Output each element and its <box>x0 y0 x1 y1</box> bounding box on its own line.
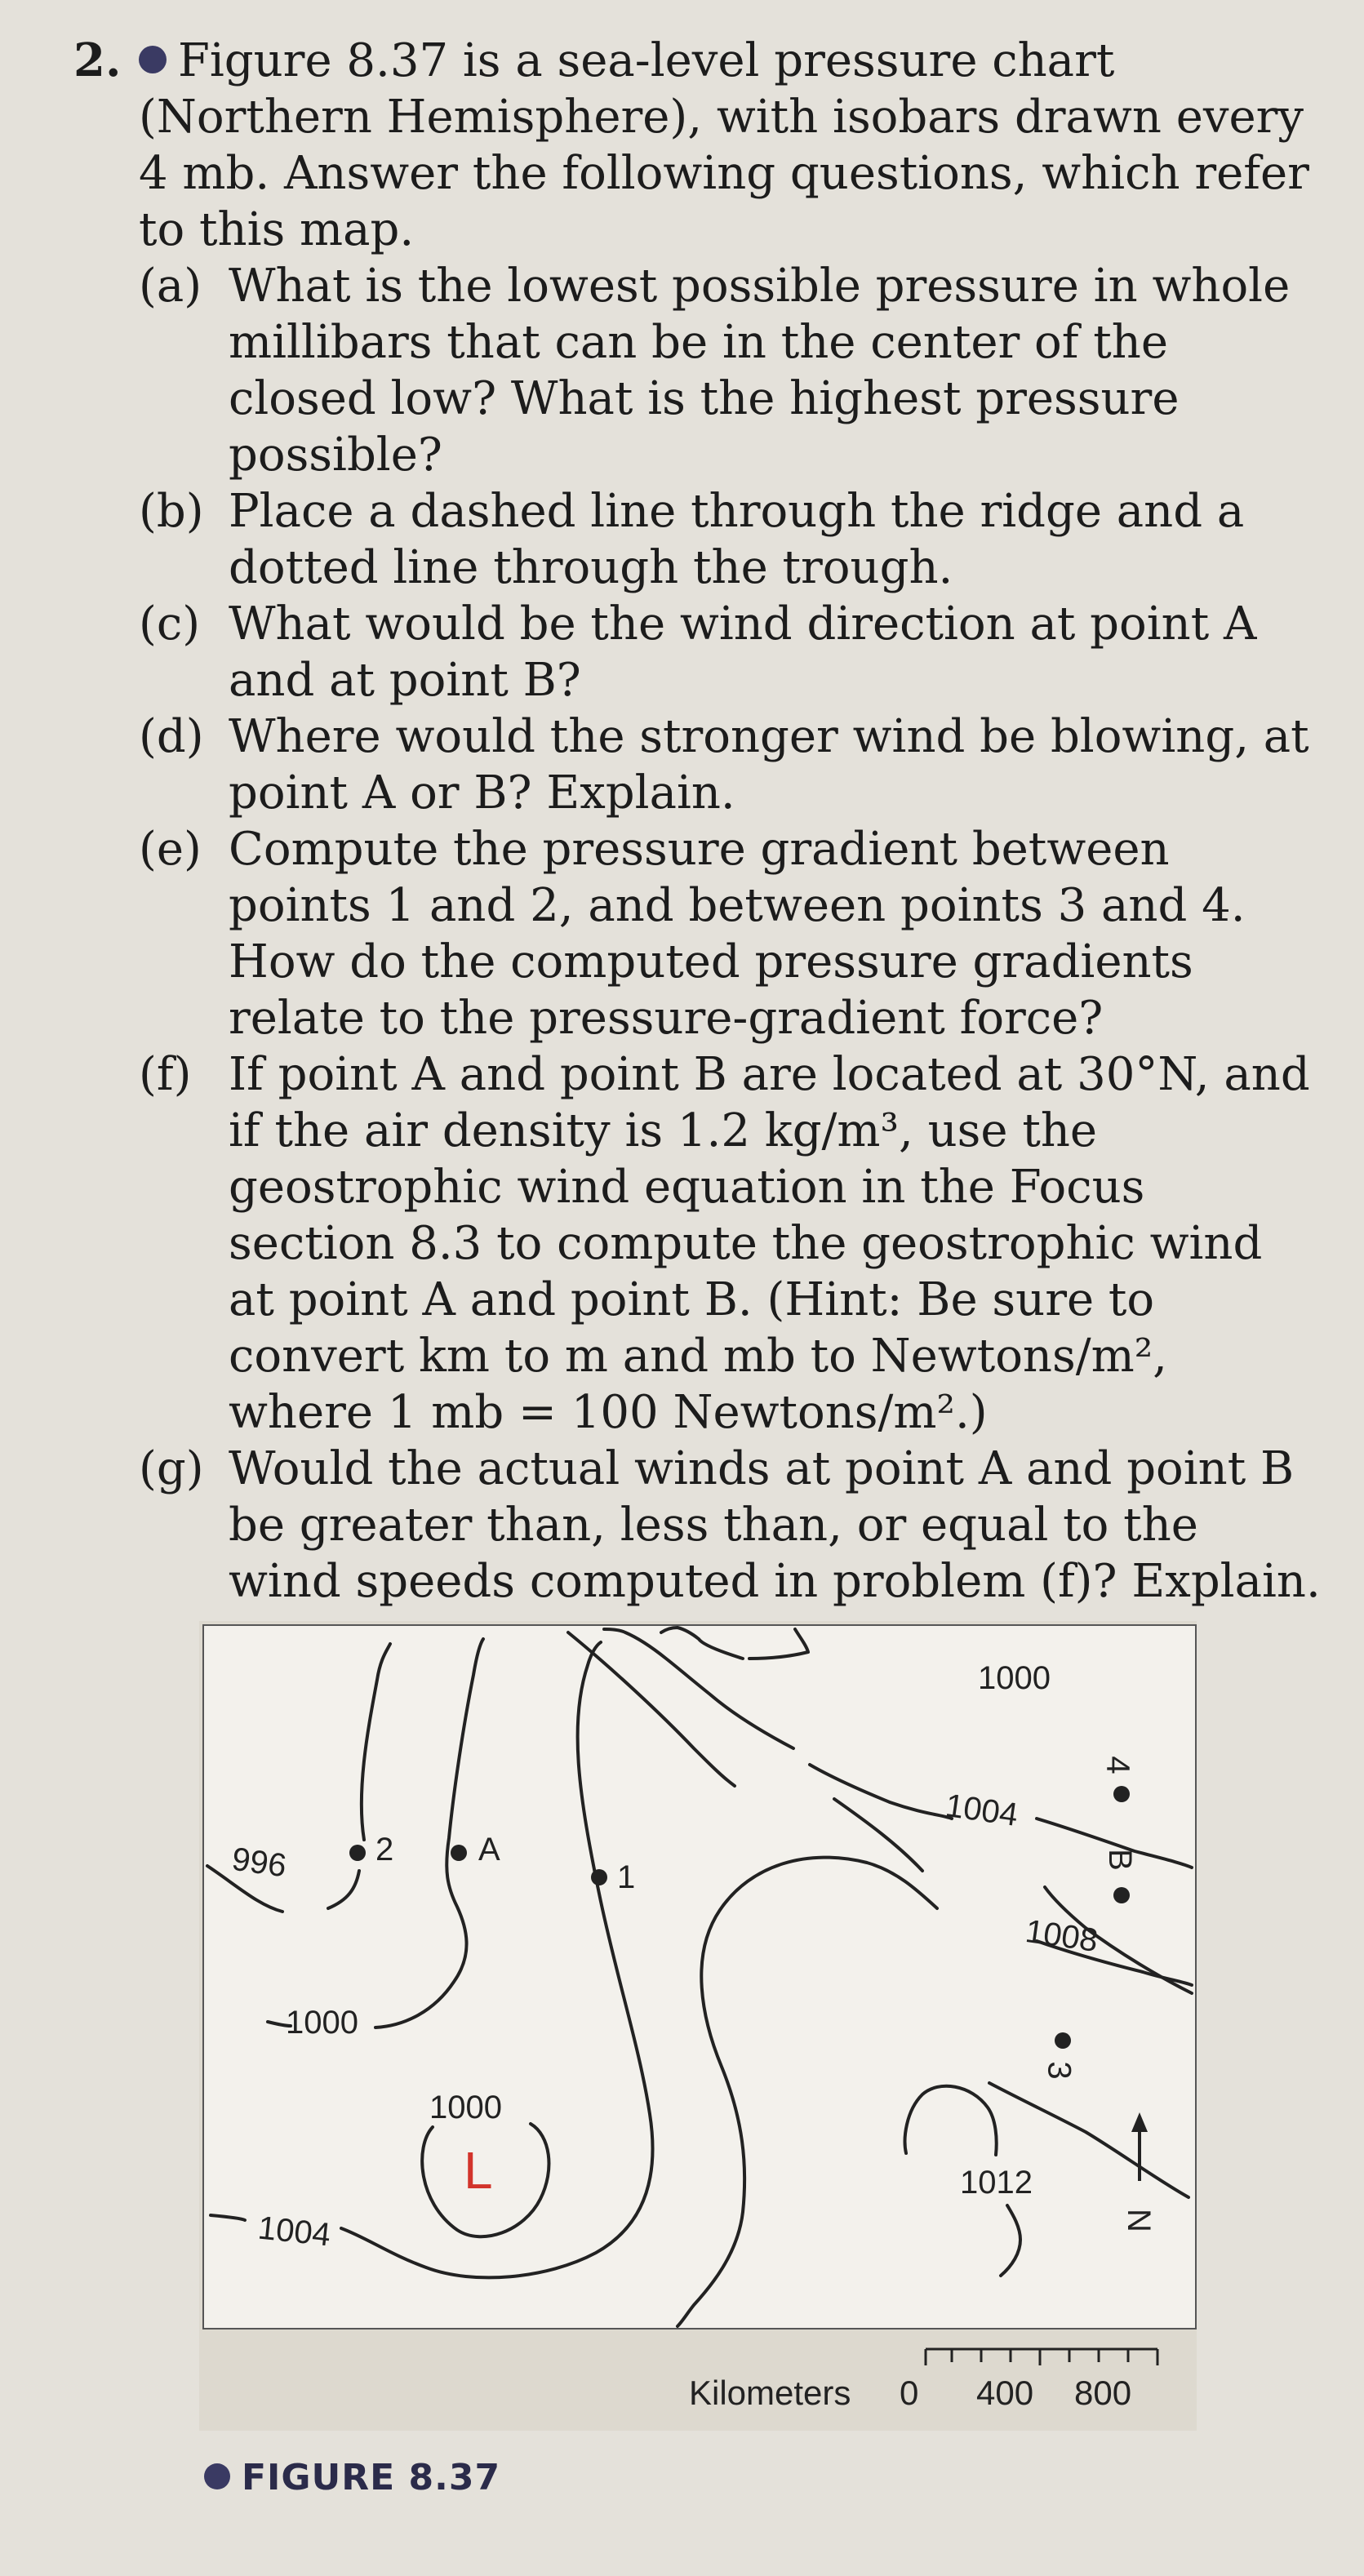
scale-tick-0: 0 <box>900 2374 919 2412</box>
caption-text: FIGURE 8.37 <box>242 2457 501 2498</box>
part-label: (e) <box>139 823 202 876</box>
part-text: Compute the pressure gradient between points 1 and 2, and between points 3 and 4. How do the computed pressure gradients relate to the pressure-gradient force? <box>229 823 1246 1045</box>
question-part-g <box>73 1441 1322 1610</box>
point-a-label: A <box>478 1832 500 1868</box>
isobar-label-1000-right: 1000 <box>978 1660 1051 1696</box>
question-intro <box>73 33 1322 258</box>
part-text: What would be the wind direction at point A and at point B? <box>229 597 1257 707</box>
part-text: What is the lowest possible pressure in whole millibars that can be in the center of the closed low? What is the highest pressure possible? <box>229 260 1291 482</box>
point-3-label: 3 <box>1041 2061 1077 2080</box>
scale-label: Kilometers <box>689 2374 851 2412</box>
bullet-icon <box>204 2463 230 2489</box>
low-pressure-symbol: L <box>464 2141 493 2200</box>
point-4-label: 4 <box>1100 1756 1136 1774</box>
isobar-label-1012: 1012 <box>960 2165 1033 2201</box>
isobar-label-1004-right: 1004 <box>943 1788 1020 1833</box>
isobar-label-1008: 1008 <box>1023 1913 1100 1959</box>
question-part-a <box>73 258 1322 483</box>
isobar-label-1004-left: 1004 <box>255 2210 333 2254</box>
part-text: Place a dashed line through the ridge and a dotted line through the trough. <box>229 485 1245 594</box>
point-2-label: 2 <box>375 1832 394 1868</box>
point-b-label: B <box>1101 1849 1138 1871</box>
part-label: (d) <box>139 710 204 763</box>
north-label: N <box>1120 2209 1157 2232</box>
question-number: 2. <box>73 33 122 87</box>
part-text: Would the actual winds at point A and point B be greater than, less than, or equal to the wind speeds computed in problem (f)? Explain. <box>229 1442 1321 1608</box>
part-text: If point A and point B are located at 30°N, and if the air density is 1.2 kg/m³, use the geostrophic wind equation in the Focus section 8.3 to compute the geostrophic wind at point A and point B. (Hint: Be sure to convert km to m and mb to Newtons/m², where 1 mb = 100 Newtons/m².) <box>229 1048 1310 1439</box>
figure-caption <box>204 2457 500 2498</box>
part-label: (a) <box>139 260 202 313</box>
part-label: (b) <box>139 485 204 538</box>
question-intro-text: Figure 8.37 is a sea-level pressure chart (Northern Hemisphere), with isobars drawn every 4 mb. Answer the following questions, which refer to this map. <box>139 34 1309 256</box>
point-1-label: 1 <box>617 1859 636 1895</box>
question-part-e <box>73 821 1322 1046</box>
scale-tick-400: 400 <box>976 2374 1034 2412</box>
part-text: Where would the stronger wind be blowing, at point A or B? Explain. <box>229 710 1309 819</box>
figure-panel <box>199 1621 1197 2431</box>
isobar-label-1000-low: 1000 <box>429 2090 502 2125</box>
question-part-d <box>73 708 1322 821</box>
scale-tick-800: 800 <box>1074 2374 1132 2412</box>
part-label: (g) <box>139 1442 204 1495</box>
part-label: (f) <box>139 1048 192 1101</box>
scale-bar <box>199 1621 1197 2431</box>
isobar-label-1000-left: 1000 <box>286 2005 358 2041</box>
question-part-f <box>73 1046 1322 1441</box>
part-label: (c) <box>139 597 201 651</box>
question-part-b <box>73 483 1322 596</box>
question-part-c <box>73 596 1322 708</box>
bullet-icon <box>139 46 167 73</box>
isobar-label-996: 996 <box>229 1841 289 1885</box>
question-block <box>73 33 1322 1610</box>
